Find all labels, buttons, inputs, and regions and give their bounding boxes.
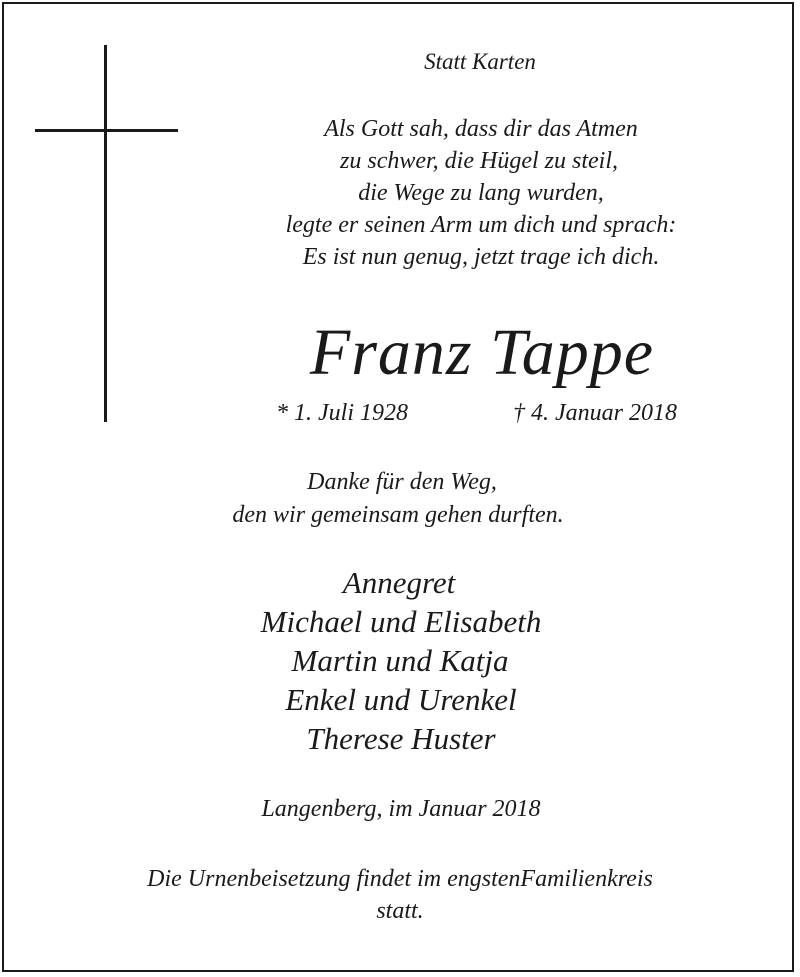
- burial-note-line: Die Urnenbeisetzung findet im engstenFamilienkreis: [147, 866, 653, 892]
- mourner-name: Michael und Elisabeth: [260, 604, 542, 639]
- deceased-name: Franz Tappe: [309, 316, 655, 389]
- death-date: † 4. Januar 2018: [513, 400, 677, 426]
- mourner-name: Annegret: [342, 565, 456, 600]
- mourner-name: Enkel und Urenkel: [285, 682, 517, 717]
- poem-line: legte er seinen Arm um dich und sprach:: [285, 212, 677, 238]
- cross-vertical-bar: [104, 45, 107, 422]
- thanks-line: den wir gemeinsam gehen durften.: [232, 502, 564, 528]
- poem-line: Es ist nun genug, jetzt trage ich dich.: [302, 244, 660, 270]
- mourner-name: Martin und Katja: [291, 643, 509, 678]
- mourner-name: Therese Huster: [306, 721, 496, 756]
- place-date: Langenberg, im Januar 2018: [261, 796, 541, 822]
- birth-date: * 1. Juli 1928: [276, 400, 408, 426]
- burial-note-line: statt.: [376, 898, 424, 924]
- statt-karten-heading: Statt Karten: [424, 49, 536, 74]
- cross-horizontal-bar: [35, 129, 178, 132]
- poem-line: die Wege zu lang wurden,: [358, 180, 604, 206]
- thanks-line: Danke für den Weg,: [307, 469, 497, 495]
- poem-line: zu schwer, die Hügel zu steil,: [340, 148, 618, 174]
- poem-line: Als Gott sah, dass dir das Atmen: [324, 116, 638, 142]
